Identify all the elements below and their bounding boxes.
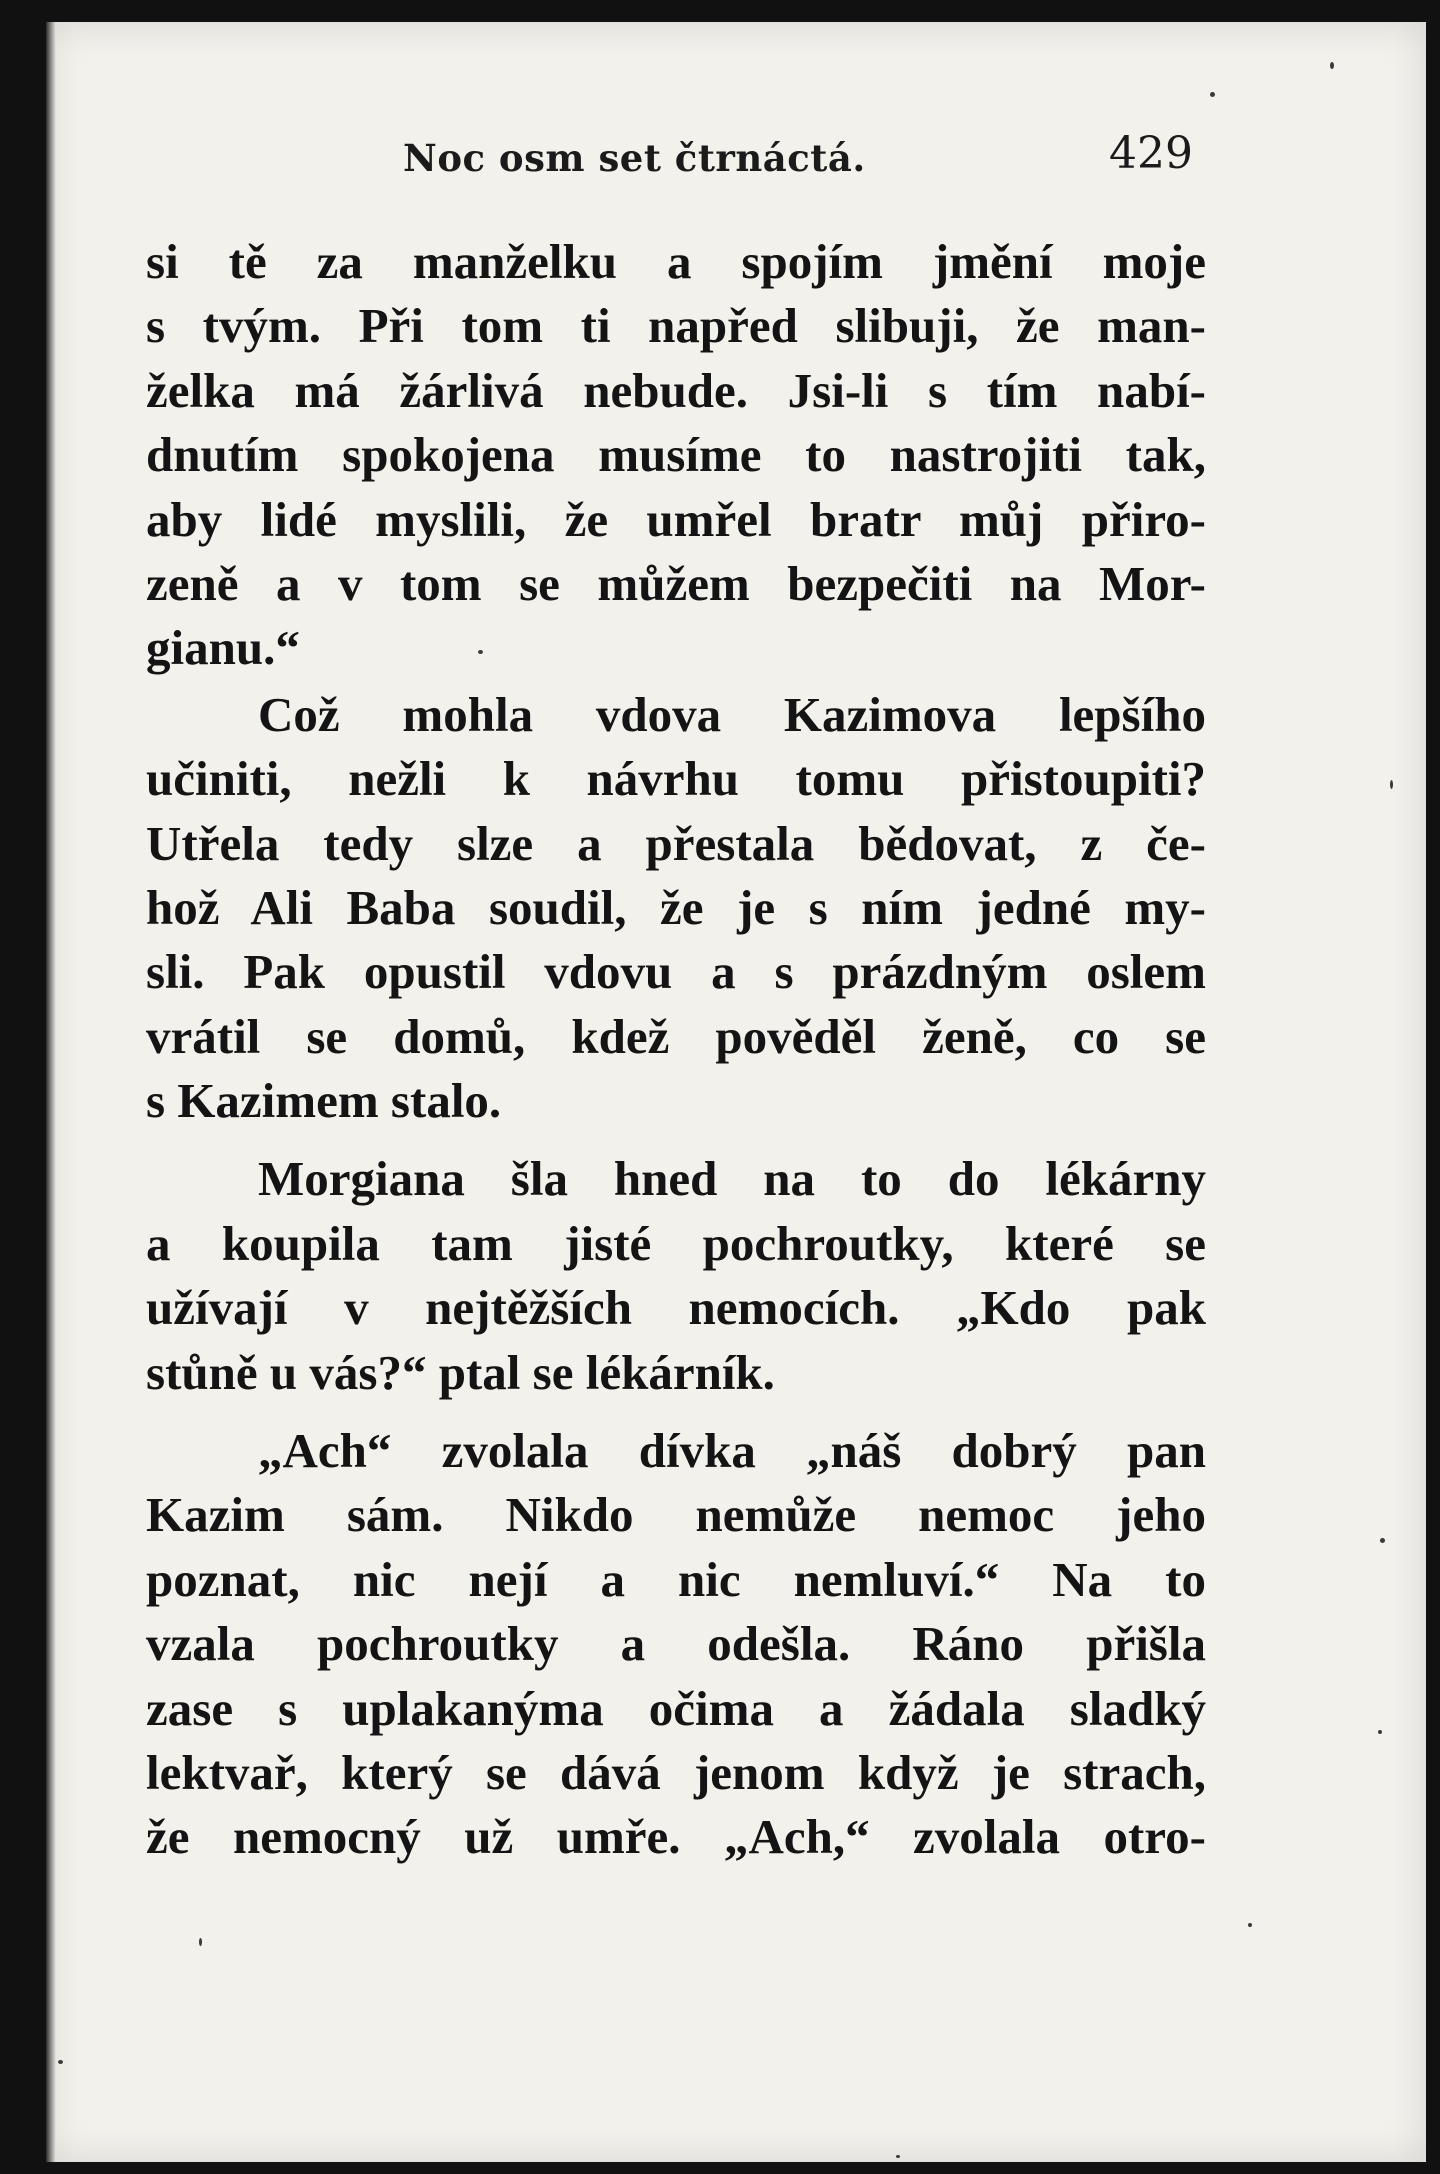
paragraph-4	[146, 1419, 1206, 1870]
text-line: Utřela tedy slze a přestala bědovat, z če-	[146, 815, 1206, 871]
dust-speck	[1210, 92, 1215, 97]
text-line: poznat, nic nejí a nic nemluví.“ Na to	[146, 1551, 1206, 1607]
dust-speck	[1390, 780, 1393, 789]
body-text	[146, 230, 1206, 1870]
dust-speck	[199, 1938, 202, 1946]
dust-speck	[1330, 62, 1334, 69]
text-line: stůně u vás?“ ptal se lékárník.	[146, 1344, 775, 1400]
dust-speck	[896, 2155, 900, 2158]
text-line: a koupila tam jisté pochroutky, které se	[146, 1215, 1206, 1271]
paragraph-3	[146, 1147, 1206, 1405]
text-line: vzala pochroutky a odešla. Ráno přišla	[146, 1616, 1206, 1672]
dust-speck	[1380, 1538, 1385, 1543]
text-line: si tě za manželku a spojím jmění moje	[146, 234, 1206, 289]
running-head-title: Noc osm set čtrnáctá.	[403, 136, 866, 180]
dust-speck	[1248, 1923, 1252, 1927]
paragraph-1	[146, 230, 1206, 681]
text-line: gianu.“	[146, 620, 300, 676]
dust-speck	[478, 650, 483, 654]
text-line: užívají v nejtěžších nemocích. „Kdo pak	[146, 1280, 1206, 1336]
text-line: „Ach“ zvolala dívka „náš dobrý pan	[258, 1423, 1206, 1479]
text-line: učiniti, nežli k návrhu tomu přistoupiti?	[146, 751, 1206, 807]
text-line: Což mohla vdova Kazimova lepšího	[258, 686, 1206, 742]
text-line: že nemocný už umře. „Ach,“ zvolala otro-	[146, 1809, 1206, 1865]
text-line: zeně a v tom se můžem bezpečiti na Mor-	[146, 555, 1206, 611]
page-gutter-edge	[46, 22, 56, 2162]
running-head	[403, 128, 1193, 198]
dust-speck	[1378, 1730, 1382, 1734]
text-line: aby lidé myslili, že umřel bratr můj přiro-	[146, 491, 1206, 547]
text-line: zase s uplakanýma očima a žádala sladký	[146, 1680, 1206, 1736]
text-line: Kazim sám. Nikdo nemůže nemoc jeho	[146, 1487, 1206, 1543]
paragraph-2	[146, 683, 1206, 1134]
text-line: s Kazimem stalo.	[146, 1073, 502, 1129]
text-line: vrátil se domů, kdež pověděl ženě, co se	[146, 1008, 1206, 1064]
text-line: želka má žárlivá nebude. Jsi-li s tím nabí-	[146, 362, 1206, 418]
dust-speck	[58, 2060, 63, 2064]
text-line: lektvař, který se dává jenom když je strach,	[146, 1744, 1206, 1800]
text-line: hož Ali Baba soudil, že je s ním jedné my-	[146, 879, 1206, 935]
text-line: dnutím spokojena musíme to nastrojiti tak,	[146, 427, 1206, 483]
text-line: sli. Pak opustil vdovu a s prázdným oslem	[146, 944, 1206, 1000]
page-number: 429	[1109, 128, 1193, 179]
text-line: Morgiana šla hned na to do lékárny	[258, 1151, 1206, 1207]
text-line: s tvým. Při tom ti napřed slibuji, že man-	[146, 298, 1206, 354]
